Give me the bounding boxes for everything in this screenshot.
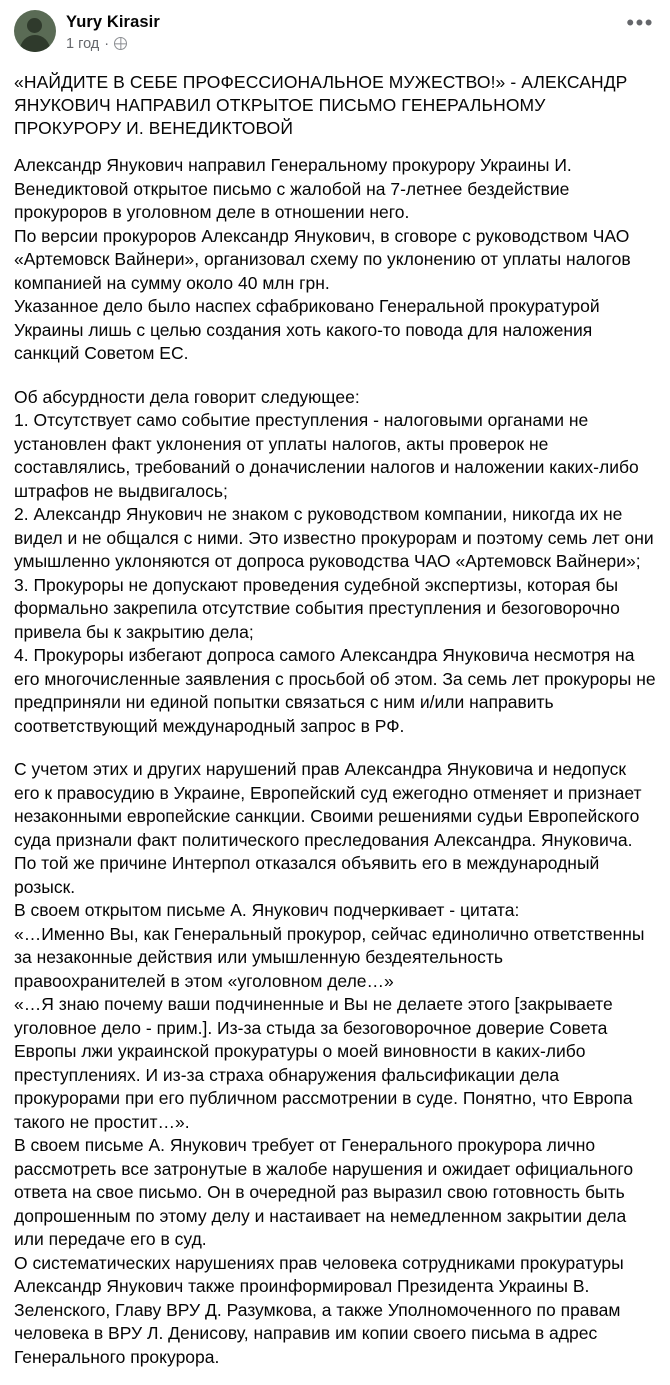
avatar-body [20, 35, 50, 52]
post-paragraph: «…Именно Вы, как Генеральный прокурор, сейчас единолично ответственны за незаконные действия или умышленную бездеятельность правоохранителей в этом «уголовном деле…» [14, 923, 645, 991]
post-body [0, 57, 670, 1385]
ellipsis-icon[interactable]: ••• [626, 10, 654, 35]
post-title: «НАЙДИТЕ В СЕБЕ ПРОФЕССИОНАЛЬНОЕ МУЖЕСТВО!» - АЛЕКСАНДР ЯНУКОВИЧ НАПРАВИЛ ОТКРЫТОЕ ПИСЬМО ГЕНЕРАЛЬНОМУ ПРОКУРОРУ И. ВЕНЕДИКТОВОЙ [14, 72, 628, 138]
post-paragraph: «…Я знаю почему ваши подчиненные и Вы не делаете этого [закрываете уголовное дело - прим.]. Из-за стыда за безоговорочное доверие Совета Европы лжи украинской прокуратуры о моей виновности в каких-либо преступлениях. И из-за страха обнаружения фальсификации дела прокурорами при его публичном рассмотрении в суде. Понятно, что Европа такого не простит…». [14, 994, 633, 1132]
post-paragraph: 3. Прокуроры не допускают проведения судебной экспертизы, которая бы формально закрепила отсутствие события преступления и безоговорочно привела бы к закрытию дела; [14, 574, 620, 642]
post-paragraph: В своем открытом письме А. Янукович подчеркивает - цитата: [14, 900, 520, 920]
post-paragraph: По версии прокуроров Александр Янукович, в сговоре с руководством ЧАО «Артемовск Вайнери», организовал схему по уклонению от уплаты налогов компанией на сумму около 40 млн грн. [14, 225, 631, 293]
paragraph-spacer [14, 738, 656, 758]
post-paragraph: О систематических нарушениях прав человека сотрудниками прокуратуры Александр Янукович также проинформировал Президента Украины В. Зеленского, Главу ВРУ Д. Разумкова, а также Уполномоченного по правам человека в ВРУ Л. Денисову, направив им копии своего письма в адрес Генерального прокурора. [14, 1252, 624, 1367]
post-author-name[interactable]: Yury Kirasir [66, 12, 160, 31]
post-paragraph: С учетом этих и других нарушений прав Александра Януковича и недопуск его к правосудию в Украине, Европейский суд ежегодно отменяет и признает незаконными европейские санкции. Своими решениями судьи Европейского суда признали факт политического преследования Александра. Януковича. По той же причине Интерпол отказался объявить его в международный розыск. [14, 759, 642, 897]
post-paragraph: Об абсурдности дела говорит следующее: [14, 386, 360, 407]
post-block [14, 386, 656, 739]
post-paragraph: Указанное дело было наспех сфабриковано Генеральной прокуратурой Украины лишь с целью создания хоть какого-то повода для наложения санкций Советом ЕС. [14, 296, 600, 363]
post-paragraph: 2. Александр Янукович не знаком с руководством компании, никогда их не видел и не общался с ними. Это известно прокурорам и поэтому семь лет они умышленно уклоняются от допроса руководства ЧАО «Артемовск Вайнери»; [14, 504, 654, 571]
globe-icon [114, 37, 127, 50]
post-header [0, 0, 670, 57]
paragraph-spacer [14, 366, 656, 386]
post-timestamp[interactable]: 1 год [66, 35, 100, 52]
post-block [14, 758, 656, 1369]
post-block [14, 154, 656, 366]
post-paragraph: 1. Отсутствует само событие преступления - налоговыми органами не установлен факт уклонения от уплаты налогов, акты проверок не составлялись, требований о доначислении налогов и наложении каких-либо штрафов не выдвигалось; [14, 410, 639, 501]
avatar[interactable] [14, 10, 56, 52]
post-paragraph: 4. Прокуроры избегают допроса самого Александра Януковича несмотря на его многочисленные заявления с просьбой об этом. За семь лет прокуроры не предприняли ни единой попытки связаться с ним и/или направить соответствующий международный запрос в РФ. [14, 645, 656, 736]
post-header-text [66, 10, 160, 53]
post-paragraph: Александр Янукович направил Генеральному прокурору Украины И. Венедиктовой открытое письмо с жалобой на 7-летнее бездействие прокуроров в уголовном деле в отношении него. [14, 155, 572, 222]
post-paragraph: В своем письме А. Янукович требует от Генерального прокурора лично рассмотреть все затронутые в жалобе нарушения и ожидает официального ответа на свое письмо. Он в очередной раз выразил свою готовность быть допрошенным по этому делу и настаивает на немедленном закрытии дела или передаче его в суд. [14, 1135, 634, 1249]
post-meta [66, 35, 160, 53]
avatar-head [27, 18, 42, 33]
meta-separator: · [104, 35, 110, 52]
